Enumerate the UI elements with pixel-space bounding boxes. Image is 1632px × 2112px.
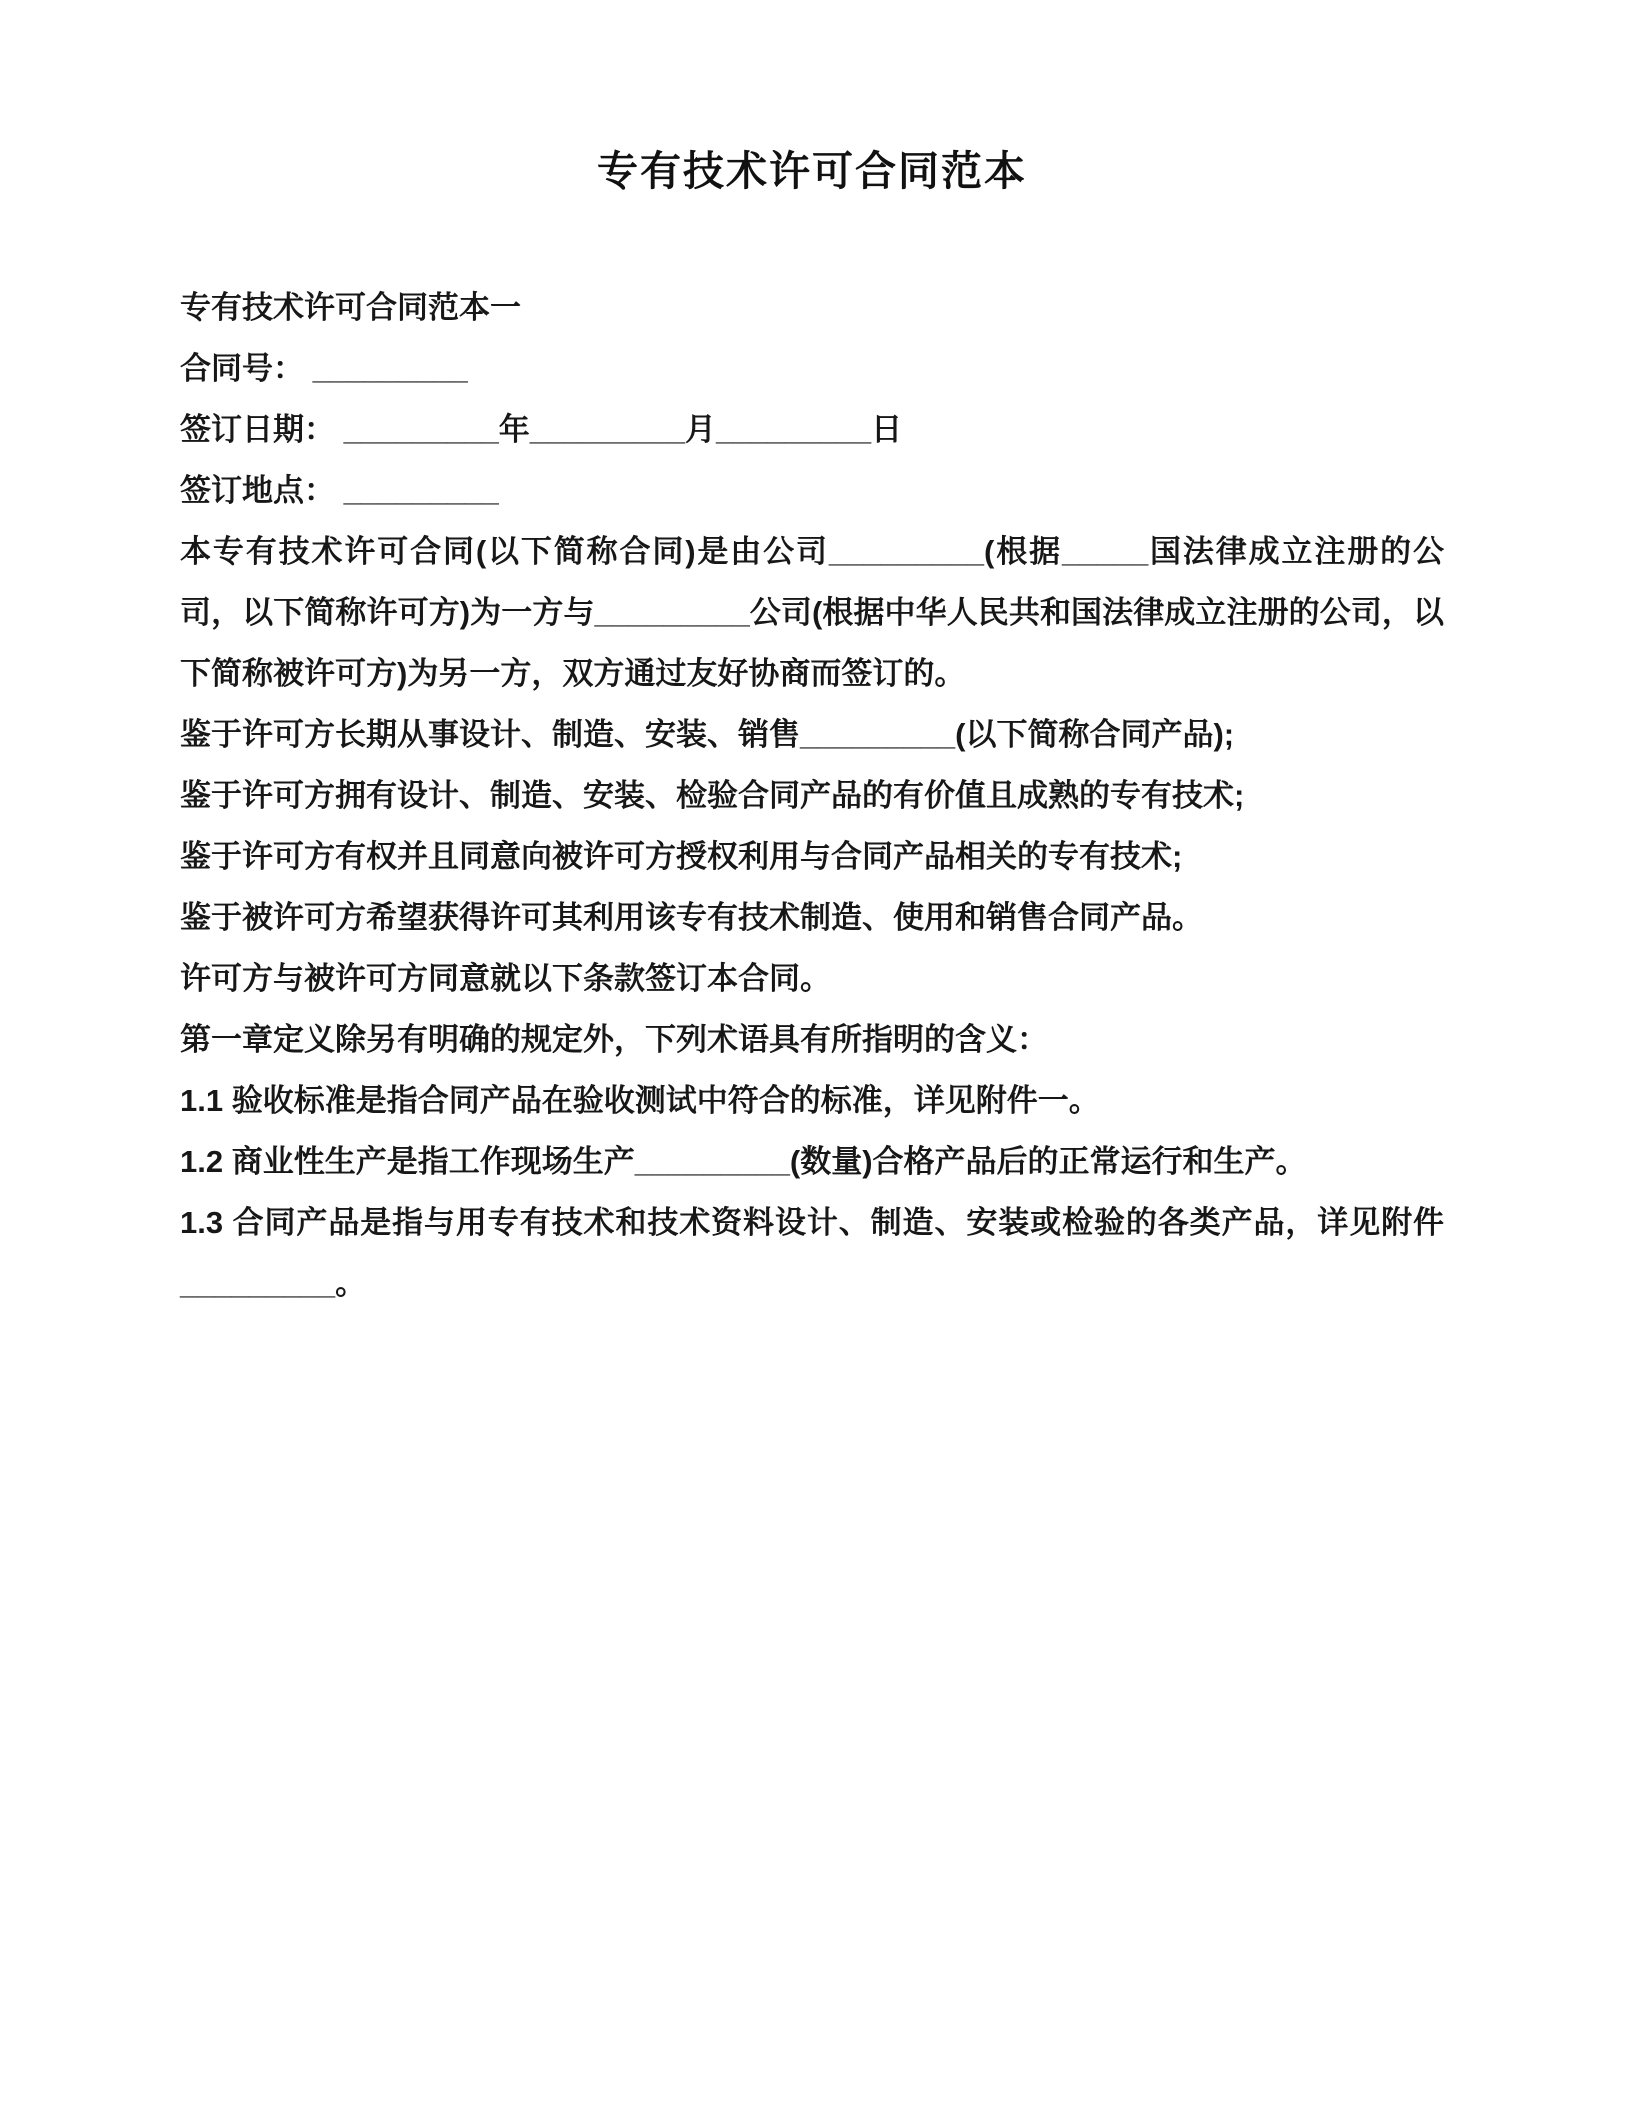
paragraph: 1.1 验收标准是指合同产品在验收测试中符合的标准，详见附件一。 bbox=[180, 1083, 1100, 1118]
paragraph: 1.3 合同产品是指与用专有技术和技术资料设计、制造、安装或检验的各类产品，详见附件_________。 bbox=[180, 1205, 1444, 1301]
paragraph: 鉴于许可方长期从事设计、制造、安装、销售_________(以下简称合同产品); bbox=[180, 717, 1235, 752]
document-title: 专有技术许可合同范本 bbox=[597, 148, 1027, 194]
paragraph: 第一章定义除另有明确的规定外，下列术语具有所指明的含义： bbox=[180, 1022, 1048, 1057]
paragraph: 鉴于许可方有权并且同意向被许可方授权利用与合同产品相关的专有技术; bbox=[180, 839, 1183, 874]
paragraph: 签订地点： _________ bbox=[180, 473, 499, 508]
paragraph: 鉴于许可方拥有设计、制造、安装、检验合同产品的有价值且成熟的专有技术; bbox=[180, 778, 1245, 813]
document-body bbox=[180, 277, 1444, 1314]
paragraph: 鉴于被许可方希望获得许可其利用该专有技术制造、使用和销售合同产品。 bbox=[180, 900, 1203, 935]
paragraph: 签订日期： _________年_________月_________日 bbox=[180, 412, 903, 447]
paragraph: 许可方与被许可方同意就以下条款签订本合同。 bbox=[180, 961, 831, 996]
paragraph: 专有技术许可合同范本一 bbox=[180, 290, 521, 325]
paragraph: 1.2 商业性生产是指工作现场生产_________(数量)合格产品后的正常运行和生产。 bbox=[180, 1144, 1307, 1179]
paragraph: 合同号： _________ bbox=[180, 351, 468, 386]
paragraph: 本专有技术许可合同(以下简称合同)是由公司_________(根据_____国法律成立注册的公司，以下简称许可方)为一方与_________公司(根据中华人民共和国法律成立注册的公司，以下简称被许可方)为另一方，双方通过友好协商而签订的。 bbox=[180, 534, 1444, 691]
